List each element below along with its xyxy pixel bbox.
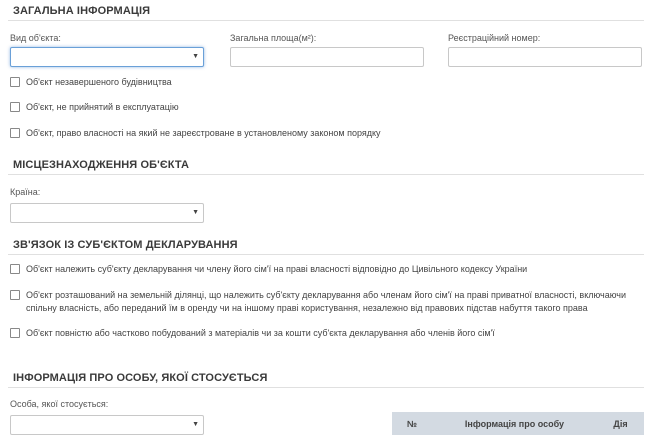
checkbox-label: Об'єкт розташований на земельній ділянці, що належить суб'єкту декларування або членам його сім'ї на праві приватної власності, включаючи спільну власність, або переданий їм в оренду чи на іншому праві користування, незалежно від правових підстав набуття такого права [26, 290, 627, 313]
section-title-general: ЗАГАЛЬНА ІНФОРМАЦІЯ [13, 5, 151, 17]
checkbox-unfinished-construction[interactable] [10, 76, 172, 89]
checkbox-label: Об'єкт належить суб'єкту декларування чи члену його сім'ї на праві власності відповідно до Цивільного кодексу України [26, 264, 528, 274]
section-divider [8, 254, 644, 255]
checkbox[interactable] [10, 264, 20, 274]
checkbox-label: Об'єкт, право власності на який не зареєстроване в установленому законом порядку [26, 128, 381, 138]
checkbox-built-from-materials[interactable] [10, 327, 630, 340]
checkbox-label: Об'єкт, не прийнятий в експлуатацію [26, 102, 179, 112]
chevron-down-icon: ▼ [192, 209, 199, 216]
checkbox[interactable] [10, 102, 20, 112]
checkbox-located-on-land[interactable] [10, 289, 640, 315]
section-title-relation: ЗВ'ЯЗОК ІЗ СУБ'ЄКТОМ ДЕКЛАРУВАННЯ [13, 239, 238, 251]
column-header-info: Інформація про особу [464, 418, 565, 429]
section-divider [8, 20, 644, 21]
reg-number-input[interactable] [448, 47, 642, 67]
area-label: Загальна площа(м²): [230, 33, 317, 43]
chevron-down-icon: ▼ [192, 421, 199, 428]
section-divider [8, 174, 644, 175]
checkbox[interactable] [10, 77, 20, 87]
section-title-person: ІНФОРМАЦІЯ ПРО ОСОБУ, ЯКОЇ СТОСУЄТЬСЯ [13, 372, 268, 384]
reg-number-label: Реєстраційний номер: [448, 33, 541, 43]
section-divider [8, 387, 644, 388]
checkbox-owned-by-declarant[interactable] [10, 263, 630, 276]
country-select[interactable] [10, 203, 204, 223]
person-select[interactable] [10, 415, 204, 435]
object-type-label: Вид об'єкта: [10, 33, 61, 43]
column-header-number: № [406, 418, 418, 429]
checkbox[interactable] [10, 290, 20, 300]
checkbox[interactable] [10, 128, 20, 138]
person-label: Особа, якої стосується: [10, 399, 109, 409]
checkbox-label: Об'єкт незавершеного будівництва [26, 77, 172, 87]
checkbox[interactable] [10, 328, 20, 338]
object-type-select[interactable] [10, 47, 204, 67]
checkbox-not-commissioned[interactable] [10, 101, 179, 114]
chevron-down-icon: ▼ [192, 53, 199, 60]
checkbox-ownership-not-registered[interactable] [10, 127, 381, 140]
area-input[interactable] [230, 47, 424, 67]
country-label: Країна: [10, 187, 41, 197]
checkbox-label: Об'єкт повністю або частково побудований з матеріалів чи за кошти суб'єкта декларування або членів його сім'ї [26, 328, 495, 338]
section-title-location: МІСЦЕЗНАХОДЖЕННЯ ОБ'ЄКТА [13, 159, 190, 171]
column-header-actions: Дія [613, 418, 628, 429]
persons-table-header [392, 412, 644, 435]
